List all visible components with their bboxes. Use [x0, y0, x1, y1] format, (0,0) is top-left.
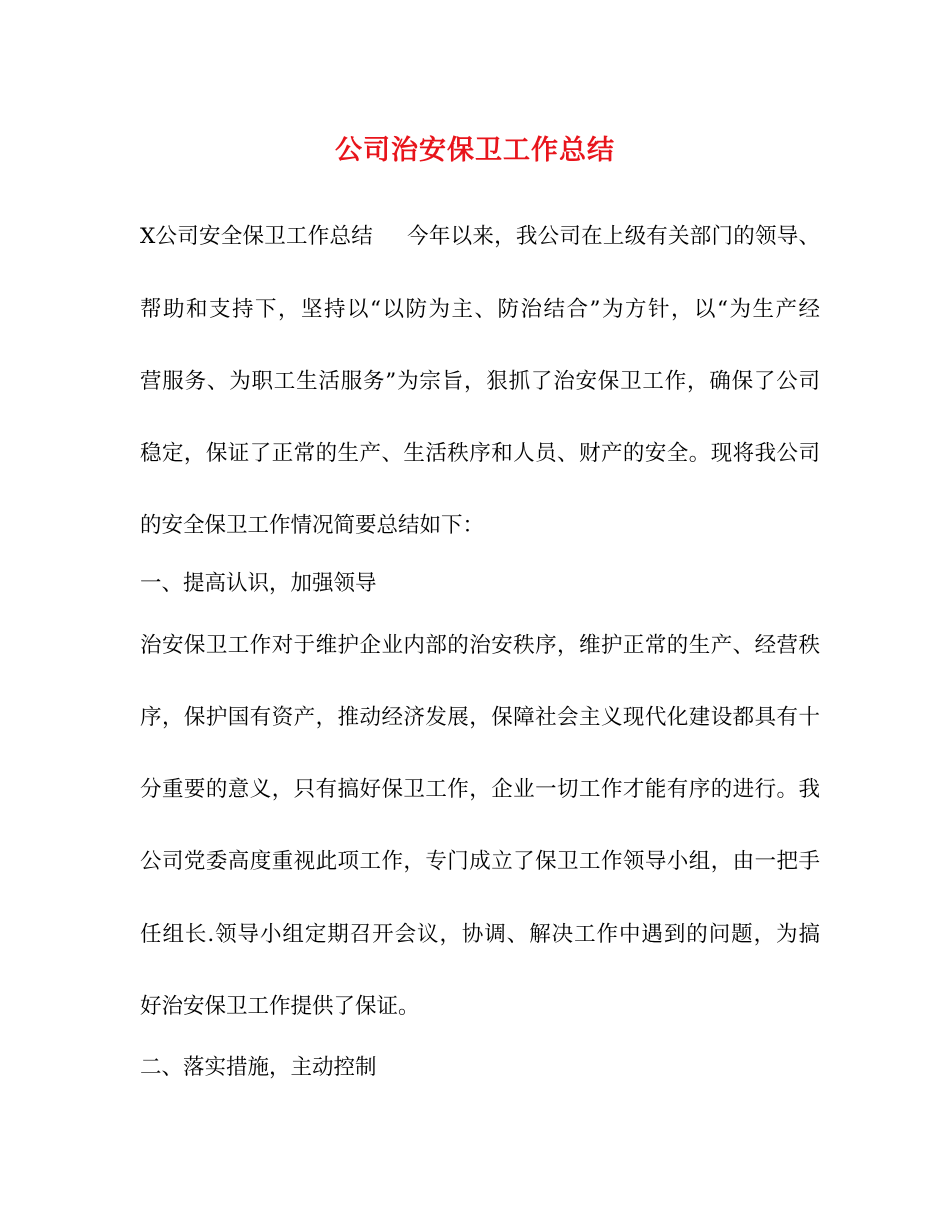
- paragraph-line: 任组长.领导小组定期召开会议，协调、解决工作中遇到的问题，为搞: [140, 922, 820, 947]
- paragraph-line: 帮助和支持下，坚持以“以防为主、防治结合”为方针，以“为生产经: [140, 297, 820, 322]
- paragraph-line: 的安全保卫工作情况简要总结如下：: [140, 513, 485, 538]
- paragraph-line: 稳定，保证了正常的生产、生活秩序和人员、财产的安全。现将我公司: [140, 441, 820, 466]
- paragraph-line: 营服务、为职工生活服务”为宗旨，狠抓了治安保卫工作，确保了公司: [140, 369, 820, 394]
- paragraph-text: 今年以来，我公司在上级有关部门的领导、: [406, 224, 820, 249]
- paragraph-line: 公司党委高度重视此项工作，专门成立了保卫工作领导小组，由一把手: [140, 849, 820, 874]
- paragraph-line: 序，保护国有资产，推动经济发展，保障社会主义现代化建设都具有十: [140, 705, 820, 730]
- paragraph-lead: X公司安全保卫工作总结: [140, 224, 373, 249]
- section-heading: 一、提高认识，加强领导: [140, 571, 377, 596]
- paragraph-line: [140, 222, 820, 252]
- paragraph-line: 好治安保卫工作提供了保证。: [140, 994, 420, 1019]
- document-title: 公司治安保卫工作总结: [335, 135, 615, 166]
- paragraph-line: 分重要的意义，只有搞好保卫工作，企业一切工作才能有序的进行。我: [140, 777, 820, 802]
- section-heading: 二、落实措施，主动控制: [140, 1055, 377, 1080]
- paragraph-line: 治安保卫工作对于维护企业内部的治安秩序，维护正常的生产、经营秩: [140, 633, 820, 658]
